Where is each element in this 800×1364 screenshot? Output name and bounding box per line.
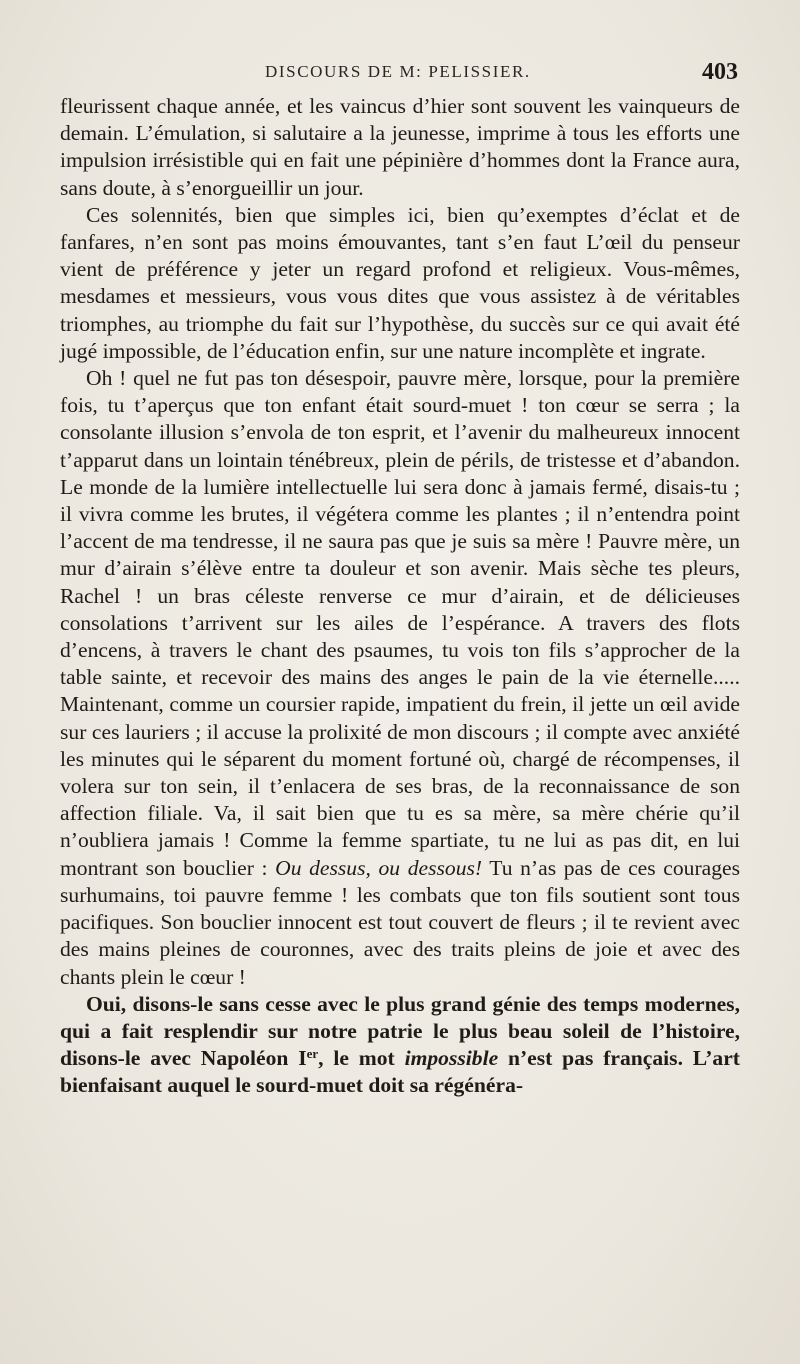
paragraph-3-text: Oh ! quel ne fut pas ton désespoir, pauvre mère, lorsque, pour la première fois, tu t’aperçus que ton enfant était sourd-muet ! ton cœur se serra ; la consolante illusion s’envola de ton esprit, et l’avenir du malheureux innocent t’apparut dans un lointain ténébreux, plein de périls, de tristesse et d’abandon. Le monde de la lumière intellectuelle lui sera donc à jamais fermé, disais-tu ; il vivra comme les brutes, il végétera comme les plantes ; il n’entendra point l’accent de ma tendresse, il ne saura pas que je suis sa mère ! Pauvre mère, un mur d’airain s’élève entre ta douleur et son avenir. Mais sèche tes pleurs, Rachel ! un bras céleste renverse ce mur d’airain, et de délicieuses consolations t’arrivent sur les ailes de l’espérance. A travers des flots d’encens, à travers le chant des psaumes, tu vois ton fils s’approcher de la table sainte, et recevoir des mains des anges le pain de la vie éternelle..... Maintenant, comme un coursier rapide, impatient du frein, il jette un œil avide sur ces lauriers ; il accuse la prolixité de mon discours ; il compte avec anxiété les minutes qui le séparent du moment fortuné où, chargé de récompenses, il volera sur ton sein, il t’enlacera de ses bras, de la reconnaissance de son affection filiale. Va, il sait bien que tu es sa mère, sa mère chérie qu’il n’oubliera jamais ! Comme la femme spartiate, tu ne lui as pas dit, en lui montrant son bouclier : <box>60 366 740 880</box>
paragraph-3-italic-quote: Ou dessus, ou dessous! <box>275 855 483 880</box>
paragraph-4-text-end: n’est pas français. L’art bienfaisant auquel le sourd-muet doit sa régénéra- <box>60 1046 740 1098</box>
paragraph-2: Ces solennités, bien que simples ici, bien qu’exemptes d’éclat et de fanfares, n’en sont pas moins émouvantes, tant s’en faut L’œil du penseur vient de préférence y jeter un regard profond et religieux. Vous-mêmes, mesdames et messieurs, vous vous dites que vous assistez à de véritables triomphes, au triomphe du fait sur l’hypothèse, du succès sur ce qui avait été jugé impossible, de l’éducation enfin, sur une nature incomplète et ingrate. <box>60 202 740 363</box>
paragraph-4-text-mid: , le mot <box>318 1046 405 1071</box>
paragraph-3-text-end: Tu n’as pas de ces courages surhumains, toi pauvre femme ! les combats que ton fils soutient sont tous pacifiques. Son bouclier innocent est tout couvert de fleurs ; il te revient avec des mains pleines de couronnes, avec des traits pleins de joie et avec des chants plein le cœur ! <box>60 855 740 989</box>
paragraph-4 <box>60 991 740 1100</box>
body-text <box>60 93 740 1100</box>
paragraph-1: fleurissent chaque année, et les vaincus d’hier sont souvent les vainqueurs de demain. L’émulation, si salutaire a la jeunesse, imprime à tous les efforts une impulsion irrésistible qui en fait une pépinière d’hommes dont la France aura, sans doute, à s’enorgueillir un jour. <box>60 94 740 200</box>
running-title: DISCOURS DE M: PELISSIER. <box>265 62 531 81</box>
paragraph-4-italic-word: impossible <box>404 1046 499 1071</box>
paragraph-4-text: Oui, disons-le sans cesse avec le plus grand génie des temps modernes, qui a fait resplendir sur notre patrie le plus beau soleil de l’histoire, disons-le avec Napoléon I <box>60 991 740 1071</box>
page-header <box>60 60 740 90</box>
page-number: 403 <box>702 59 738 85</box>
paragraph-3 <box>60 365 740 991</box>
paragraph-4-superscript: er <box>306 1045 319 1061</box>
